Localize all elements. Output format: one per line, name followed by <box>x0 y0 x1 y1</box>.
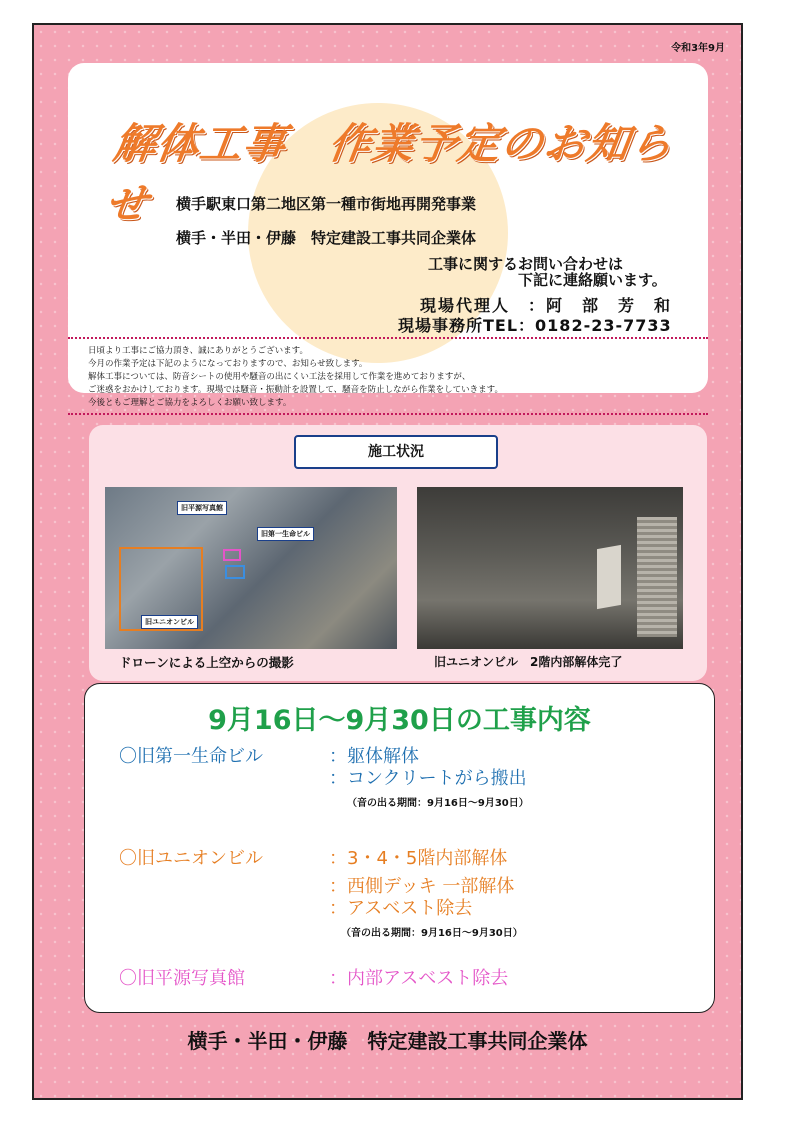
inquiry-line-1: 工事に関するお問い合わせは <box>428 255 624 273</box>
daiichi-outline <box>225 565 245 579</box>
inquiry-line-2: 下記に連絡願います。 <box>518 271 667 289</box>
notice-line: 解体工事については、防音シートの使用や騒音の出にくい工法を採用して作業を進めておりますが、 <box>88 372 471 382</box>
notice-line: 今月の作業予定は下記のようになっておりますので、お知らせ致します。 <box>88 359 368 369</box>
status-title-banner: 施工状況 <box>294 435 498 469</box>
schedule-heading: 9月16日～9月30日の工事内容 <box>208 705 591 736</box>
label-daiichi: 旧第一生命ビル <box>257 527 314 541</box>
item-1-name: 〇旧第一生命ビル <box>119 746 263 767</box>
drone-photo-caption: ドローンによる上空からの撮影 <box>119 655 294 670</box>
item-3-name: 〇旧平源写真館 <box>119 968 245 989</box>
site-agent: 現場代理人 ：阿 部 芳 和 <box>420 296 673 315</box>
dotted-divider-bottom <box>68 413 708 415</box>
item-2-work: ：アスベスト除去 <box>329 898 473 919</box>
schedule-panel <box>84 683 715 1013</box>
item-2-work: ：3・4・5階内部解体 <box>329 848 508 869</box>
contractor-name: 横手・半田・伊藤 特定建設工事共同企業体 <box>176 229 477 247</box>
page-title: 解体工事 作業予定のお知らせ <box>101 119 677 228</box>
construction-status-panel <box>89 425 707 681</box>
item-1-work: ：躯体解体 <box>329 746 419 767</box>
item-1-work: ：コンクリートがら搬出 <box>329 768 527 789</box>
item-1-noise-period: （音の出る期間：9月16日～9月30日） <box>347 798 529 809</box>
page-frame <box>32 23 743 1100</box>
item-2-name: 〇旧ユニオンビル <box>119 848 263 869</box>
header-card <box>68 63 708 408</box>
shutter-door <box>637 517 677 637</box>
panel-board <box>597 545 621 609</box>
footer-contractor: 横手・半田・伊藤 特定建設工事共同企業体 <box>187 1029 588 1053</box>
interior-photo <box>417 487 683 649</box>
notice-line: 今後ともご理解とご協力をよろしくお願い致します。 <box>88 398 292 408</box>
notice-text <box>88 345 503 410</box>
project-name: 横手駅東口第二地区第一種市街地再開発事業 <box>176 195 477 213</box>
dotted-divider-top <box>68 337 708 339</box>
notice-line: 日頃より工事にご協力頂き、誠にありがとうございます。 <box>88 346 308 356</box>
issue-date: 令和3年9月 <box>671 43 725 54</box>
notice-line: ご迷惑をおかけしております。現場では騒音・振動計を設置して、騒音を防止しながら作業をしていきます。 <box>88 385 503 395</box>
interior-photo-caption: 旧ユニオンビル 2階内部解体完了 <box>434 655 623 669</box>
drone-photo <box>105 487 397 649</box>
label-hiragen: 旧平源写真館 <box>177 501 227 515</box>
office-phone: 現場事務所TEL：0182-23-7733 <box>398 316 672 335</box>
label-union: 旧ユニオンビル <box>141 615 198 629</box>
hiragen-outline <box>223 549 241 561</box>
item-2-work: ：西側デッキ 一部解体 <box>329 876 515 897</box>
item-2-noise-period: （音の出る期間：9月16日～9月30日） <box>341 928 523 939</box>
item-3-work: ：内部アスベスト除去 <box>329 968 509 989</box>
